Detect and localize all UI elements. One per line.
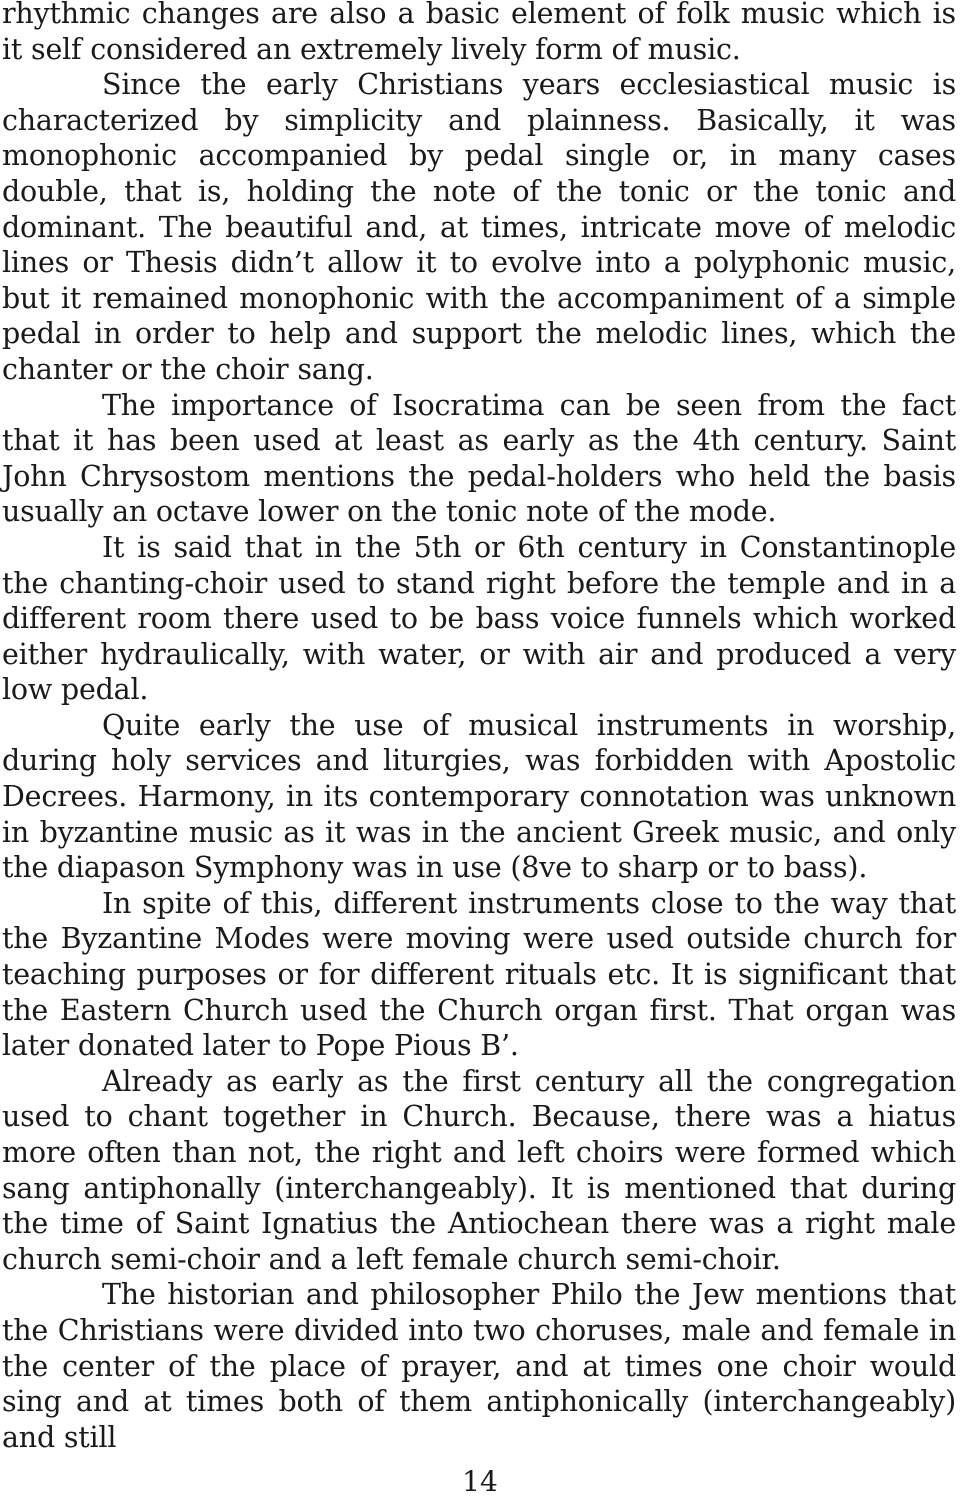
paragraph-antiphonal-choirs: Already as early as the first century all the congregation used to chant together in Church. Because, there was a hiatus more often than not, the right and left choirs were formed which sang antiphonally (interchangeably). It is mentioned that during the time of Saint Ignatius the Antiochean there was a right male church semi-choir and a left female church semi-choir. [2, 1064, 956, 1276]
paragraph-continuation: rhythmic changes are also a basic element of folk music which is it self considered an extremely lively form of music. [2, 0, 956, 66]
paragraph-constantinople-choir: It is said that in the 5th or 6th century in Constantinople the chanting-choir used to stand right before the temple and in a different room there used to be bass voice funnels which worked either hydraulically, with water, or with air and produced a very low pedal. [2, 530, 956, 707]
paragraph-church-organ: In spite of this, different instruments close to the way that the Byzantine Modes were moving were used outside church for teaching purposes or for different rituals etc. It is significant that the Eastern Church used the Church organ first. That organ was later donated later to Pope Pious B’. [2, 886, 956, 1063]
body-text [2, 0, 956, 1455]
paragraph-instruments-forbidden: Quite early the use of musical instruments in worship, during holy services and liturgies, was forbidden with Apostolic Decrees. Harmony, in its contemporary connotation was unknown in byzantine music as it was in the ancient Greek music, and only the diapason Symphony was in use (8ve to sharp or to bass). [2, 708, 956, 885]
page-number: 14 [462, 1465, 498, 1498]
paragraph-isocratima: The importance of Isocratima can be seen from the fact that it has been used at least as early as the 4th century. Saint John Chrysostom mentions the pedal-holders who held the basis usually an octave lower on the tonic note of the mode. [2, 388, 956, 529]
paragraph-early-christian-music: Since the early Christians years ecclesiastical music is characterized by simplicity and plainness. Basically, it was monophonic accompanied by pedal single or, in many cases double, that is, holding the note of the tonic or the tonic and dominant. The beautiful and, at times, intricate move of melodic lines or Thesis didn’t allow it to evolve into a polyphonic music, but it remained monophonic with the accompaniment of a simple pedal in order to help and support the melodic lines, which the chanter or the choir sang. [2, 68, 956, 386]
paragraph-philo: The historian and philosopher Philo the Jew mentions that the Christians were divided into two choruses, male and female in the center of the place of prayer, and at times one choir would sing and at times both of them antiphonically (interchangeably) and still [2, 1278, 956, 1454]
